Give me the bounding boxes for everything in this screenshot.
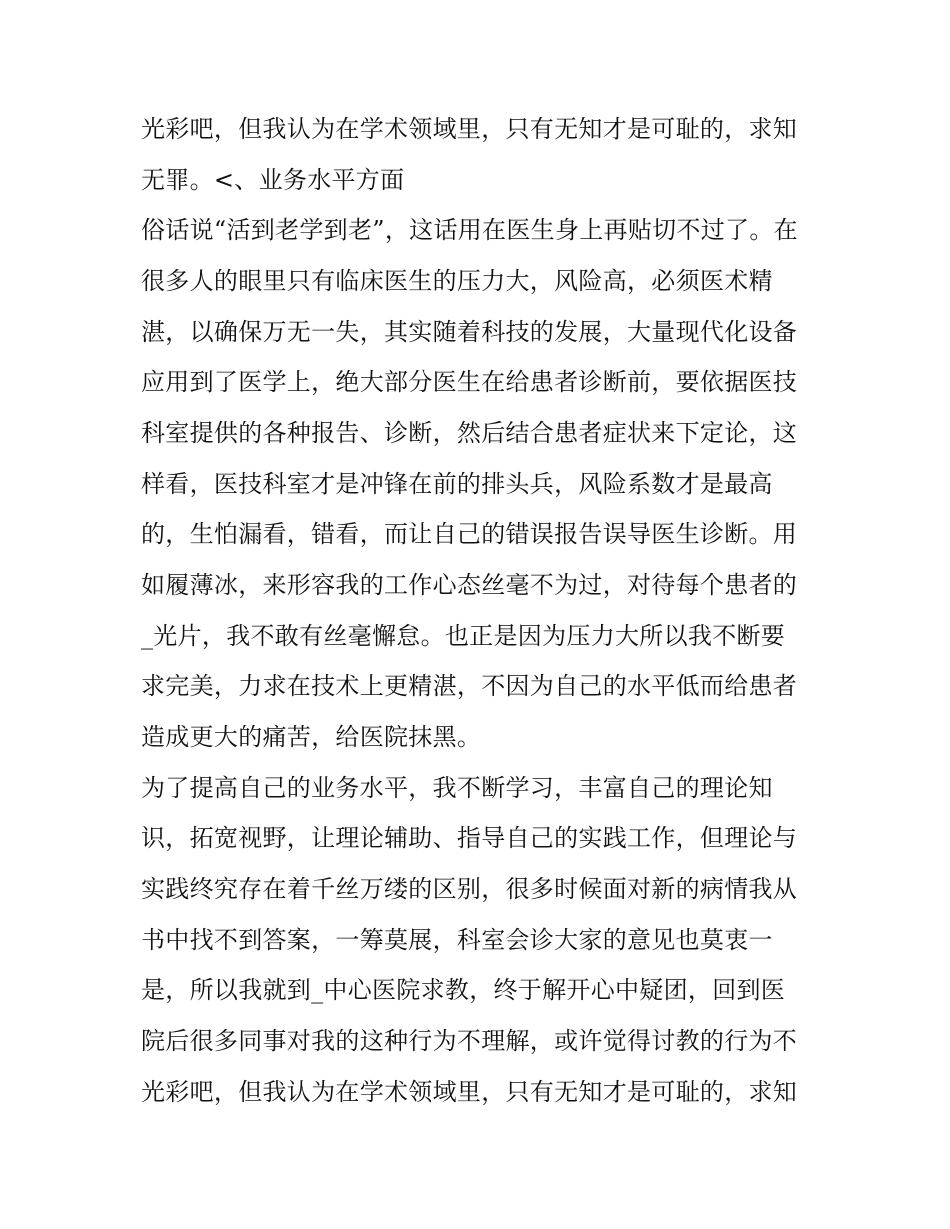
- text-line: 应用到了医学上，绝大部分医生在给患者诊断前，要依据医技: [141, 368, 798, 396]
- text-line: 光彩吧，但我认为在学术领域里，只有无知才是可耻的，求知: [141, 1078, 798, 1106]
- text-line: 实践终究存在着千丝万缕的区别，很多时候面对新的病情我从: [141, 875, 798, 903]
- text-line: 样看，医技科室才是冲锋在前的排头兵，风险系数才是最高: [141, 470, 773, 498]
- text-line: 湛，以确保万无一失，其实随着科技的发展，大量现代化设备: [141, 318, 798, 346]
- text-line: 是，所以我就到_中心医院求教，终于解开心中疑团，回到医: [141, 976, 786, 1004]
- text-line: 的，生怕漏看，错看，而让自己的错误报告误导医生诊断。用: [141, 520, 798, 548]
- text-line: 院后很多同事对我的这种行为不理解，或许觉得讨教的行为不: [141, 1027, 798, 1055]
- text-line: 求完美，力求在技术上更精湛，不因为自己的水平低而给患者: [141, 672, 798, 700]
- text-line: 书中找不到答案，一筹莫展，科室会诊大家的意见也莫衷一: [141, 926, 773, 954]
- text-line: 光彩吧，但我认为在学术领域里，只有无知才是可耻的，求知: [141, 115, 798, 143]
- text-line: 识，拓宽视野，让理论辅助、指导自己的实践工作，但理论与: [141, 824, 798, 852]
- text-line: 如履薄冰，来形容我的工作心态丝毫不为过，对待每个患者的: [141, 571, 798, 599]
- text-line: 科室提供的各种报告、诊断，然后结合患者症状来下定论，这: [141, 419, 798, 447]
- text-line: _光片，我不敢有丝毫懈怠。也正是因为压力大所以我不断要: [141, 622, 786, 650]
- text-line: 无罪。<、业务水平方面: [141, 166, 405, 194]
- text-line: 为了提高自己的业务水平，我不断学习，丰富自己的理论知: [141, 774, 773, 802]
- text-line: 造成更大的痛苦，给医院抹黑。: [141, 723, 482, 751]
- text-line: 很多人的眼里只有临床医生的压力大，风险高，必须医术精: [141, 267, 773, 295]
- text-line: 俗话说“活到老学到老”，这话用在医生身上再贴切不过了。在: [141, 216, 798, 244]
